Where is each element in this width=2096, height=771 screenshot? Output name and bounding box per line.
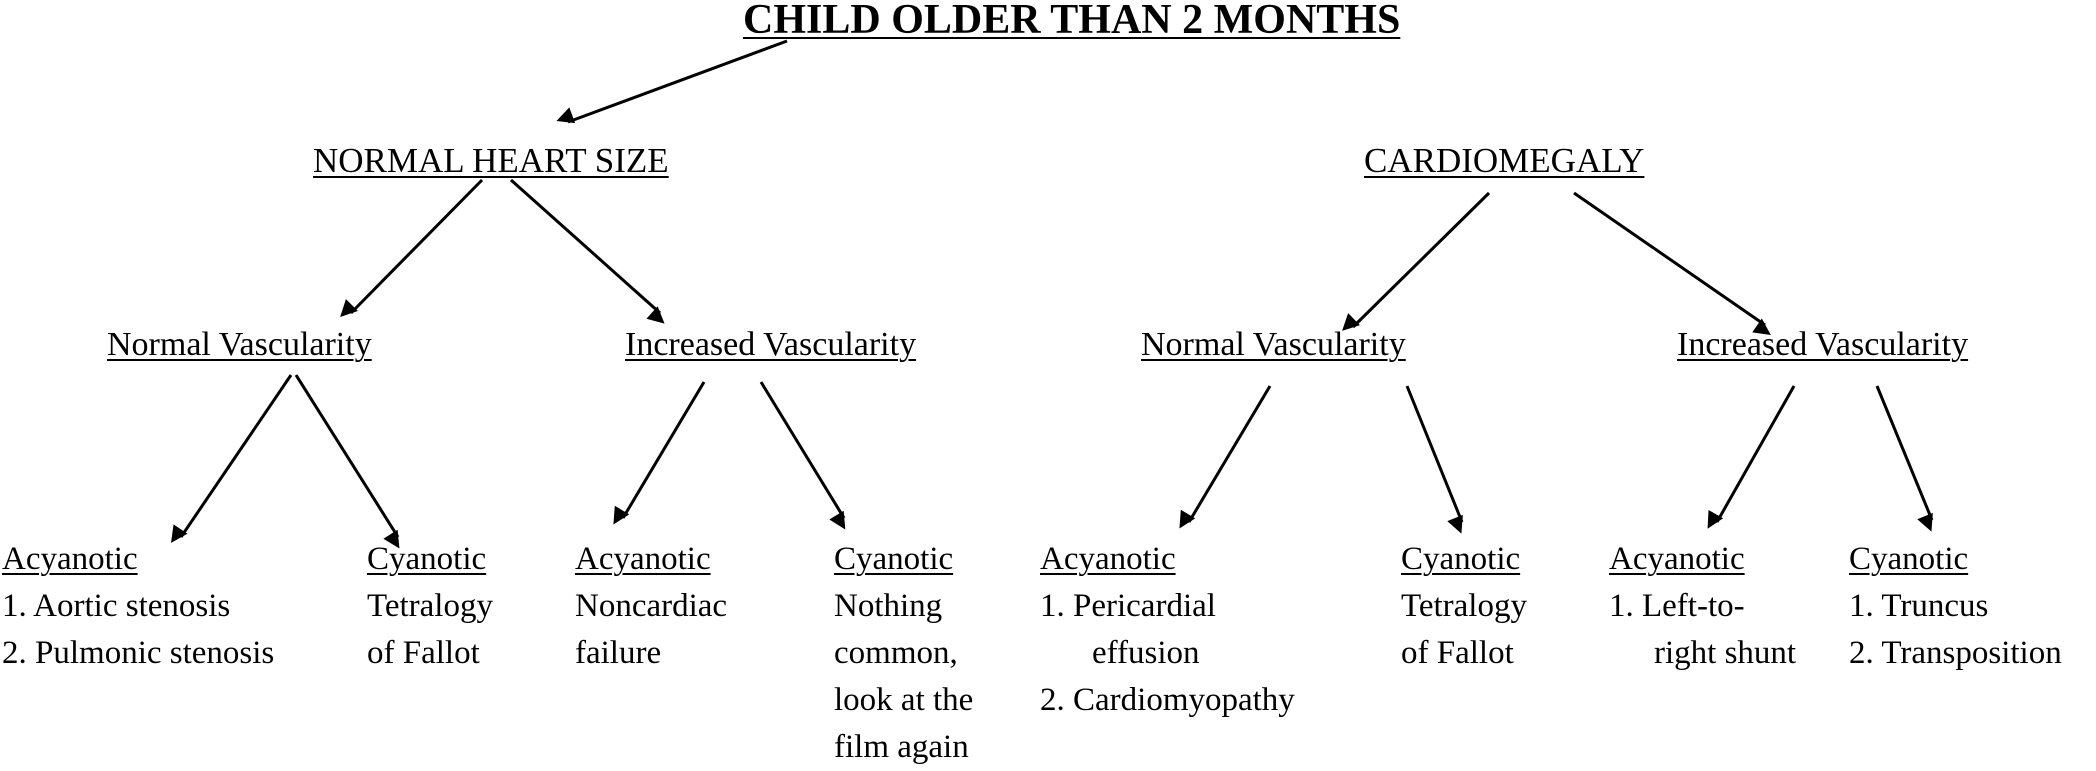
leaf-line: right shunt [1654,635,1797,671]
leaf-heading: Acyanotic [1040,541,1176,577]
leaf-line: 2. Transposition [1849,635,2062,671]
leaf-heading: Acyanotic [575,541,711,577]
leaf-line: 1. Left-to- [1609,588,1745,624]
leaf-line: 1. Aortic stenosis [2,588,231,624]
leaf-heading: Acyanotic [2,541,138,577]
arrow-nhs-iv-to-acyanotic [623,382,704,518]
leaf-line: Nothing [834,588,943,624]
leaf-line: effusion [1092,635,1200,671]
leaf-line: 1. Truncus [1849,588,1989,624]
leaf-cm-iv-acyanotic [1609,536,1796,677]
arrow-title-to-normal-heart-size [568,41,787,122]
leaf-cm-nv-acyanotic [1040,536,1295,724]
leaf-cm-iv-cyanotic [1849,536,2062,677]
leaf-line: look at the [834,682,974,718]
node-normal-heart-size: NORMAL HEART SIZE [313,141,669,180]
leaf-heading: Cyanotic [1849,541,1969,577]
leaf-line: common, [834,635,958,671]
leaf-line: of Fallot [1401,635,1514,671]
leaf-heading: Acyanotic [1609,541,1745,577]
leaf-line: Tetralogy [367,588,493,624]
leaf-heading: Cyanotic [1401,541,1521,577]
arrow-cm-to-normal-vascularity [1353,193,1489,327]
leaf-nhs-iv-acyanotic [575,536,727,677]
diagram-title: CHILD OLDER THAN 2 MONTHS [743,0,1401,43]
arrow-cm-iv-to-acyanotic [1717,386,1794,522]
leaf-line: failure [575,635,662,671]
arrow-cm-nv-to-acyanotic [1189,386,1270,522]
leaf-line: of Fallot [367,635,480,671]
leaf-heading: Cyanotic [834,541,954,577]
leaf-cm-nv-cyanotic [1401,536,1527,677]
leaf-nhs-nv-cyanotic [367,536,493,677]
leaf-line: film again [834,729,969,765]
node-nhs-increased-vascularity: Increased Vascularity [625,326,917,363]
leaf-line: 2. Pulmonic stenosis [2,635,275,671]
leaf-line: Noncardiac [575,588,728,624]
arrow-nhs-to-increased-vascularity [511,180,660,313]
leaf-line: 2. Cardiomyopathy [1040,682,1295,718]
arrow-cm-to-increased-vascularity [1574,193,1765,325]
leaf-nhs-iv-cyanotic [834,536,973,771]
leaf-nhs-nv-acyanotic [2,536,274,677]
node-cm-increased-vascularity: Increased Vascularity [1677,326,1969,363]
arrow-nhs-to-normal-vascularity [351,180,482,313]
leaf-line: Tetralogy [1401,588,1527,624]
node-cm-normal-vascularity: Normal Vascularity [1141,326,1406,363]
arrow-nhs-nv-to-cyanotic [296,375,398,537]
leaf-heading: Cyanotic [367,541,487,577]
arrow-nhs-iv-to-cyanotic [761,382,844,518]
node-cardiomegaly: CARDIOMEGALY [1364,141,1645,180]
arrow-cm-nv-to-cyanotic [1407,386,1462,522]
arrow-cm-iv-to-cyanotic [1877,386,1932,520]
arrow-nhs-nv-to-acyanotic [181,375,291,537]
node-nhs-normal-vascularity: Normal Vascularity [107,326,372,363]
leaf-line: 1. Pericardial [1040,588,1216,624]
